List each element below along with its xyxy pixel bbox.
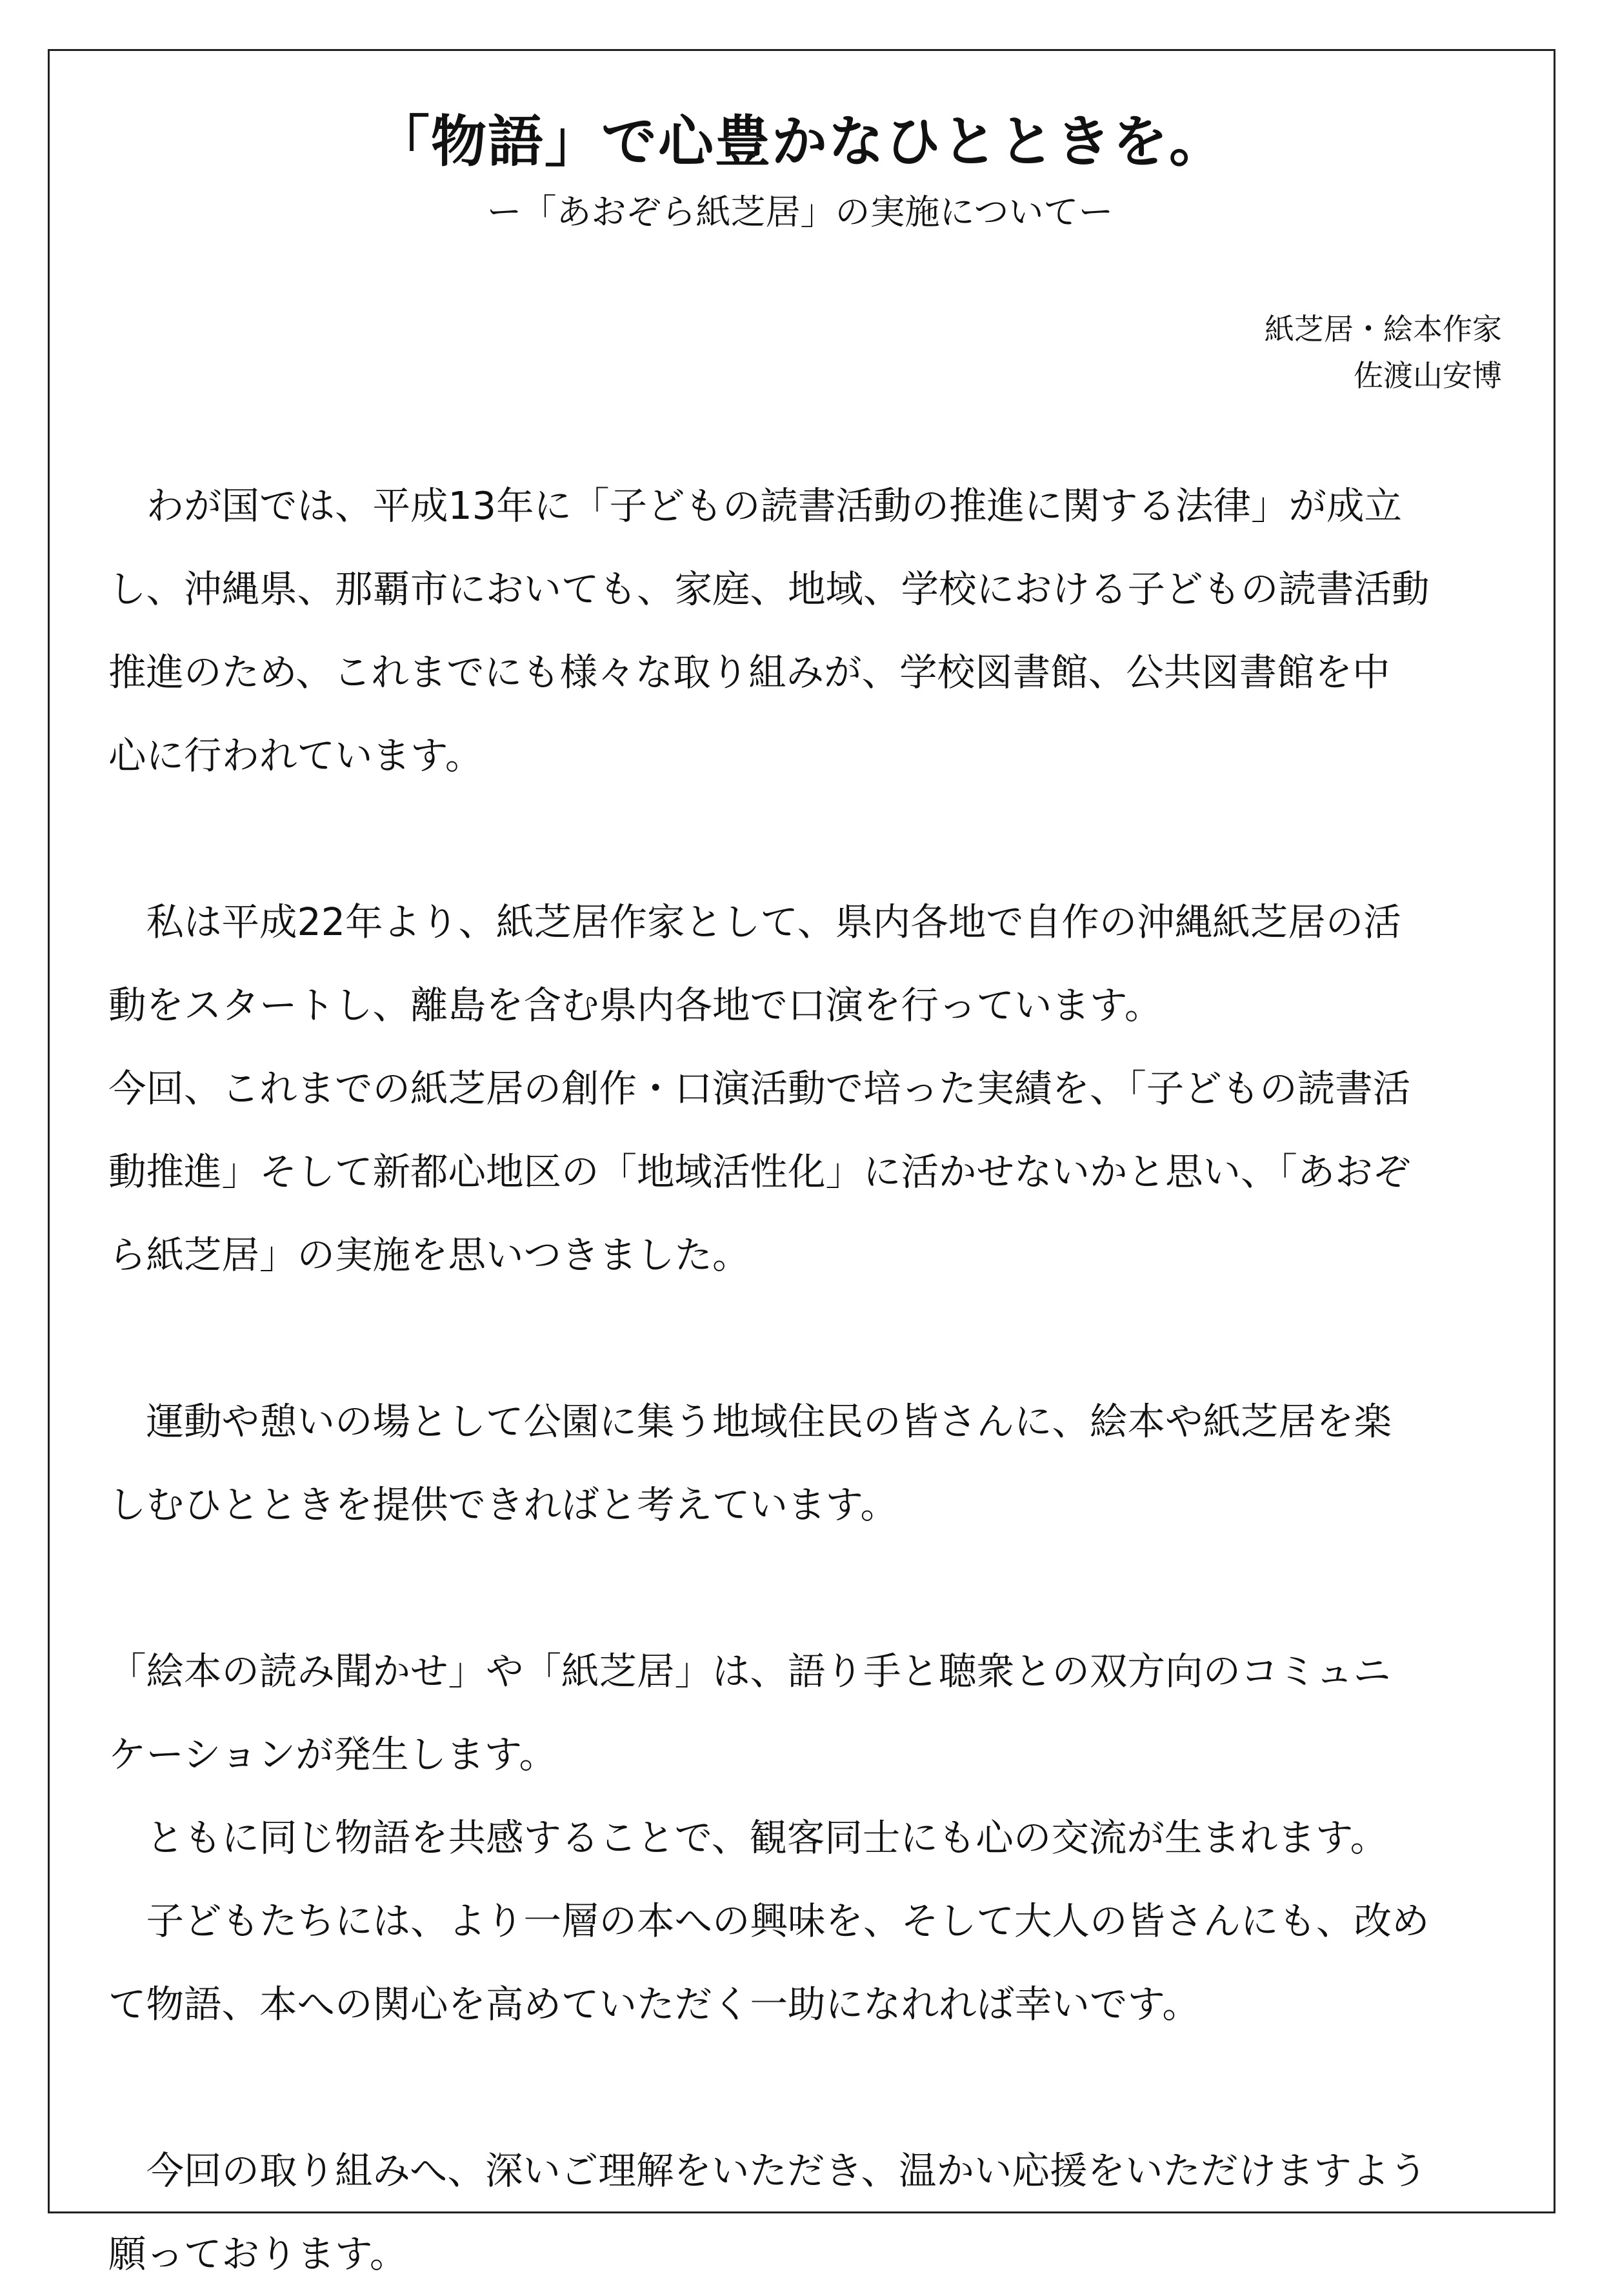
paragraph-1 xyxy=(108,465,1499,798)
paragraph-line: 推進のため、これまでにも様々な取り組みが、学校図書館、公共図書館を中 xyxy=(108,650,1390,694)
paragraph-line: ケーションが発生します。 xyxy=(108,1733,557,1777)
paragraph-2 xyxy=(108,881,1499,1297)
paragraph-line: 運動や憩いの場として公園に集う地域住民の皆さんに、絵本や紙芝居を楽 xyxy=(108,1400,1392,1444)
document-subtitle: ー「あおぞら紙芝居」の実施についてー xyxy=(486,192,1114,232)
author-role: 紙芝居・絵本作家 xyxy=(1265,312,1502,347)
paragraph-line: し、沖縄県、那覇市においても、家庭、地域、学校における子どもの読書活動 xyxy=(108,567,1430,611)
paragraph-line: ともに同じ物語を共感することで、観客同士にも心の交流が生まれます。 xyxy=(108,1816,1388,1860)
paragraph-line: 心に行われています。 xyxy=(108,734,483,778)
paragraph-line: 子どもたちには、より一層の本への興味を、そして大人の皆さんにも、改め xyxy=(108,1899,1430,1943)
paragraph-5 xyxy=(108,2130,1499,2296)
paragraph-line: 動推進」そして新都心地区の「地域活性化」に活かせないかと思い、「あおぞ xyxy=(108,1150,1411,1194)
paragraph-line: 今回、これまでの紙芝居の創作・口演活動で培った実績を、「子どもの読書活 xyxy=(108,1067,1411,1111)
paragraph-3 xyxy=(108,1380,1499,1547)
paragraph-line: しむひとときを提供できればと考えています。 xyxy=(108,1483,898,1527)
author-block xyxy=(1265,306,1502,399)
paragraph-line: 今回の取り組みへ、深いご理解をいただき、温かい応援をいただけますよう xyxy=(108,2149,1427,2193)
paragraph-line: わが国では、平成13年に「子どもの読書活動の推進に関する法律」が成立 xyxy=(108,484,1402,528)
document-body xyxy=(108,465,1499,2296)
author-name: 佐渡山安博 xyxy=(1354,358,1502,393)
document-title: 「物語」で心豊かなひとときを。 xyxy=(374,110,1226,174)
paragraph-line: 私は平成22年より、紙芝居作家として、県内各地で自作の沖縄紙芝居の活 xyxy=(108,900,1401,944)
paragraph-line: ら紙芝居」の実施を思いつきました。 xyxy=(108,1233,750,1277)
paragraph-4 xyxy=(108,1630,1499,2046)
paragraph-line: 願っております。 xyxy=(108,2232,408,2276)
paragraph-line: 「絵本の読み聞かせ」や「紙芝居」は、語り手と聴衆との双方向のコミュニ xyxy=(108,1649,1391,1693)
paragraph-line: て物語、本への関心を高めていただく一助になれれば幸いです。 xyxy=(108,1982,1200,2026)
paragraph-line: 動をスタートし、離島を含む県内各地で口演を行っています。 xyxy=(108,983,1163,1027)
